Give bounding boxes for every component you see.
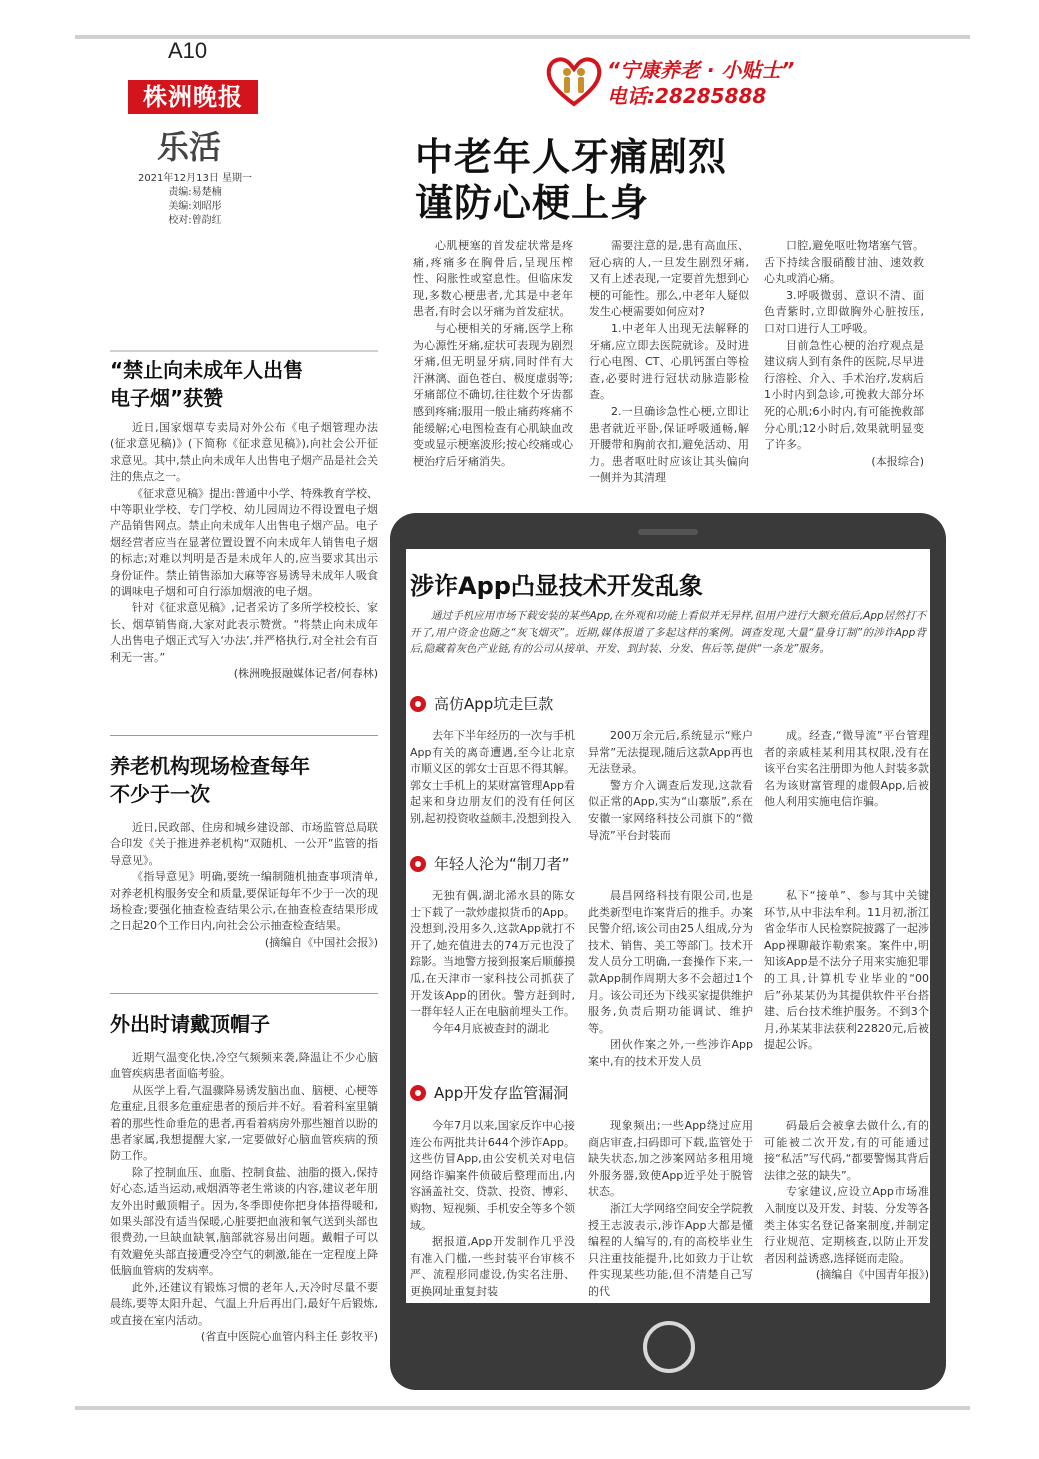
paragraph: 针对《征求意见稿》,记者采访了多所学校校长、家长、烟草销售商,大家对此表示赞赏。“将禁止向未成年人出售电子烟正式写入‘办法’,并严格执行,对全社会有百利无一害。” [110,601,378,664]
paragraph: 据报道,App开发制作几乎没有准入门槛,一些封装平台审核不严、流程形同虚设,伪实名注册、更换网址重复封装 [410,1235,575,1298]
main-title-line2: 谨防心梗上身 [415,181,650,225]
app-s3-col2 [588,1118,753,1301]
page-date: 2021年12月13日 星期一 [137,173,253,184]
page-number: A10 [168,38,208,63]
paragraph: 警方介入调查后发现,这款看似正常的App,实为“山寨版”,系在安徽一家网络科技公司旗下的“微导流”平台封装而 [588,778,753,842]
side3-body [110,1050,378,1345]
app-s1-col2 [588,728,753,844]
paragraph: 1.中老年人出现无法解释的牙痛,应立即去医院就诊。及时进行心电图、CT、心肌钙蛋白等检查,必要时进行冠状动脉造影检查。 [589,321,749,402]
page-proofreader: 校对:曾韵红 [168,215,222,226]
subheading-text: 高仿App坑走巨款 [434,695,554,713]
paragraph: 除了控制血压、血脂、控制食盐、油脂的摄入,保持好心态,适当运动,戒烟酒等老生常谈的内容,建议老年朋友外出时戴顶帽子。因为,冬季即使你把身体捂得暖和,如果头部没有适当保暖,心脏要把血液和氧气送到头部也很费劲,一旦缺血缺氧,脑部就容易出问题。戴帽子可以有效避免头部直接遭受冷空气的刺激,能在一定程度上降低脑血管病的发病率。 [110,1165,378,1278]
paragraph: 近期气温变化快,冷空气频频来袭,降温让不少心脑血管疾病患者面临考验。 [110,1051,378,1081]
paragraph: 2.一旦确诊急性心梗,立即让患者就近平卧,保证呼吸通畅,解开腰带和胸前衣扣,避免活动、用力。患者呕吐时应该让其头偏向一侧并为其清理 [589,404,749,485]
article-source: (本报综合) [871,454,924,468]
app-article-title: 涉诈App凸显技术开发乱象 [410,572,703,600]
side1-body [110,420,378,683]
app-s2-col2 [588,888,753,1071]
main-article-col2 [589,238,749,487]
paragraph: 《指导意见》明确,要统一编制随机抽查事项清单,对养老机构服务安全和质量,要保证每年不少于一次的现场检查;要强化抽查检查结果公示,在抽查检查结果形成之日起20个工作日内,向社会公示抽查检查结果。 [110,870,378,933]
paragraph: 浙江大学网络空间安全学院教授王志波表示,涉诈App大都是懂编程的人编写的,有的高校毕业生只注重技能提升,比如致力于让软件实现某些功能,但不清楚自己写的代 [588,1201,753,1298]
app-s1-col3 [764,728,929,811]
app-s3-col1 [410,1118,575,1301]
paragraph: 码最后会被拿去做什么,有的可能被二次开发,有的可能通过接“私活”写代码,“都要警惕其背后法律之弦的缺失”。 [764,1119,929,1182]
side1-title-line1: “禁止向未成年人出售 [110,358,304,382]
app-s2-col3 [764,888,929,1054]
phone-home-button-icon [643,1321,695,1373]
paragraph: 无独有偶,湖北浠水县的陈女士下载了一款炒虚拟货币的App。没想到,没用多久,这款App就打不开了,她充值进去的74万元也没了踪影。当地警方接到报案后顺藤摸瓜,在天津市一家科技公司抓获了开发该App的团伙。警方赶到时,一群年轻人正在电脑前埋头工作。 [410,889,575,1019]
paragraph: 团伙作案之外,一些涉诈App案中,有的技术开发人员 [588,1038,753,1068]
side-divider [110,350,378,352]
paragraph: 今年4月底被查封的湖北 [432,1021,549,1035]
side-divider [110,735,378,736]
paragraph: 此外,还建议有锻炼习惯的老年人,天冷时尽量不要晨练,要等太阳升起、气温上升后再出门,最好午后锻炼,或直接在室内活动。 [110,1280,378,1327]
paragraph: 近日,国家烟草专卖局对外公布《电子烟管理办法(征求意见稿)》(下简称《征求意见稿》),向社会公开征求意见。其中,禁止向未成年人出售电子烟产品是社会关注的焦点之一。 [110,421,378,484]
elderly-couple-heart-icon [545,52,603,110]
app-s1-col1 [410,728,575,828]
subheading-text: 年轻人沦为“制刀者” [434,855,570,873]
section-title: 乐活 [157,128,222,166]
bullet-icon [410,856,426,872]
subheading-1 [410,693,553,714]
subheading-3 [410,1082,568,1103]
subheading-text: App开发存监管漏洞 [434,1084,569,1102]
paragraph: 与心梗相关的牙痛,医学上称为心源性牙痛,症状可表现为剧烈牙痛,但无明显牙病,同时伴有大汗淋漓、面色苍白、极度虚弱等;牙痛部位不确切,往往数个牙齿都感到疼痛;服用一般止痛药疼痛不能缓解;心电图检查有心肌缺血改变或显示梗塞波形;按心绞痛或心梗治疗后牙痛消失。 [413,321,573,468]
app-s3-col3 [764,1118,929,1284]
bullet-icon [410,1085,426,1101]
paragraph: 私下“接单”、参与其中关键环节,从中非法牟利。11月初,浙江省金华市人民检察院披露了一起涉App裸聊敲诈勒索案。案件中,明知该App是不法分子用来实施犯罪的工具,计算机专业毕业的“00后”孙某某仍为其提供软件平台搭建、后台技术维护服务。不到3个月,孙某某非法获利22820元,后被提起公诉。 [764,889,929,1052]
article-source: (省直中医院心血管内科主任 彭牧平) [200,1329,378,1343]
bottom-rule [75,1406,970,1410]
paragraph: 现象频出;一些App绕过应用商店审查,扫码即可下载,监管处于缺失状态,加之涉案网站多租用境外服务器,致使App近乎处于脱管状态。 [588,1119,753,1199]
main-article-col3 [764,238,924,470]
page-editor: 责编:易楚楠 [168,187,222,198]
article-source: (摘编自《中国社会报》) [264,935,378,949]
side1-title [110,356,370,412]
top-rule [75,35,970,39]
subheading-2 [410,853,570,874]
hotline-title: “宁康养老 · 小贴士” [607,58,795,82]
paragraph: 3.呼吸微弱、意识不清、面色青紫时,立即做胸外心脏按压,口对口进行人工呼吸。 [764,288,924,335]
paragraph: 去年下半年经历的一次与手机App有关的离奇遭遇,至今让北京市顺义区的郭女士百思不得其解。郭女士手机上的某财富管理App看起来和身边朋友们的没有任何区别,起初投资收益颇丰,没想到投入 [410,729,575,825]
side2-body [110,820,378,951]
paragraph: 200万余元后,系统显示“账户异常”无法提现,随后这款App再也无法登录。 [588,729,753,776]
phone-speaker [638,529,698,535]
article-source: (摘编自《中国青年报》) [815,1268,929,1282]
app-s2-col1 [410,888,575,1037]
paragraph: 成。经查,“微导流”平台管理者的亲戚桂某利用其权限,没有在该平台实名注册即为他人封装多款名为该财富管理的虚假App,后被他人利用实施电信诈骗。 [764,729,929,809]
paragraph: 从医学上看,气温骤降易诱发脑出血、脑梗、心梗等危重症,且很多危重症患者的预后并不好。看着科室里躺着的那些性命垂危的患者,再看着病房外那些翘首以盼的患者家属,我想提醒大家,一定要做好心脑血管疾病的预防工作。 [110,1083,378,1163]
paragraph: 《征求意见稿》提出:普通中小学、特殊教育学校、中等职业学校、专门学校、幼儿园周边不得设置电子烟产品销售网点。禁止向未成年人出售电子烟产品。电子烟经营者应当在显著位置设置不向未成年人销售电子烟的标志;对难以判明是否是未成年人的,应当要求其出示身份证件。禁止销售添加大麻等容易诱导未成年人吸食的调味电子烟和可自行添加烟液的电子烟。 [110,486,378,599]
side2-title-line2: 不少于一次 [110,782,210,806]
paragraph: 晨昌网络科技有限公司,也是此类新型电诈案背后的推手。办案民警介绍,该公司由25人组成,分为技术、销售、美工等部门。技术开发人员分工明确,一套操作下来,一款App制作周期大多不会超过1个月。该公司还为下线买家提供维护服务,负责后期功能调试、维护等。 [588,889,753,1035]
hotline-phone: 电话:28285888 [607,84,767,108]
app-article-lead: 通过手机应用市场下载安装的某些App,在外观和功能上看似并无异样,但用户进行大额充值后,App居然打不开了,用户资金也随之“灰飞烟灭”。近期,媒体报道了多起这样的案例。调查发现,大量“量身订制”的涉诈App背后,隐藏着灰色产业链,有的公司从接单、开发、到封装、分发、售后等,提供“一条龙”服务。 [410,610,926,655]
paragraph: 心肌梗塞的首发症状常是疼痛,疼痛多在胸骨后,呈现压榨性、闷胀性或窒息性。但临床发现,多数心梗患者,尤其是中老年患者,有时会以牙痛为首发症状。 [413,239,573,319]
bullet-icon [410,696,426,712]
side1-title-line2: 电子烟”获赞 [110,386,224,410]
side2-title-line1: 养老机构现场检查每年 [110,754,310,778]
side2-title [110,752,370,808]
main-article-title [415,134,727,226]
main-article-col1 [413,238,573,470]
paragraph: 今年7月以来,国家反诈中心接连公布两批共计644个涉诈App。这些仿冒App,由公安机关对电信网络诈骗案件侦破后整理而出,内容涵盖社交、贷款、投资、博彩、购物、短视频、手机安全等多个领域。 [410,1119,575,1232]
newspaper-masthead: 株洲晚报 [128,80,258,114]
paragraph: 专家建议,应设立App市场准入制度以及开发、封装、分发等各类主体实名登记备案制度,并制定行业规范、定期核查,以防止开发者因利益诱惑,选择铤而走险。 [764,1185,929,1265]
article-source: (株洲晚报融媒体记者/何春林) [233,667,378,681]
paragraph: 需要注意的是,患有高血压、冠心病的人,一旦发生剧烈牙痛,又有上述表现,一定要首先想到心梗的可能性。那么,中老年人疑似发生心梗需要如何应对? [589,239,749,319]
side3-title: 外出时请戴顶帽子 [110,1012,270,1036]
paragraph: 口腔,避免呕吐物堵塞气管。舌下持续含服硝酸甘油、速效救心丸或消心痛。 [764,239,924,286]
paragraph: 近日,民政部、住房和城乡建设部、市场监管总局联合印发《关于推进养老机构“双随机、一公开”监管的指导意见》。 [110,821,378,867]
page-designer: 美编:刘昭彤 [168,201,222,212]
page-meta [130,172,260,228]
paragraph: 目前急性心梗的治疗观点是建议病人到有条件的医院,尽早进行溶栓、介入、手术治疗,发病后1小时内到急诊,可挽救大部分坏死的心肌;6小时内,有可能挽救部分心肌;12小时后,效果就明显变了许多。 [764,338,924,452]
side-divider [110,993,378,994]
hotline-banner [545,50,805,112]
main-title-line1: 中老年人牙痛剧烈 [415,135,728,179]
